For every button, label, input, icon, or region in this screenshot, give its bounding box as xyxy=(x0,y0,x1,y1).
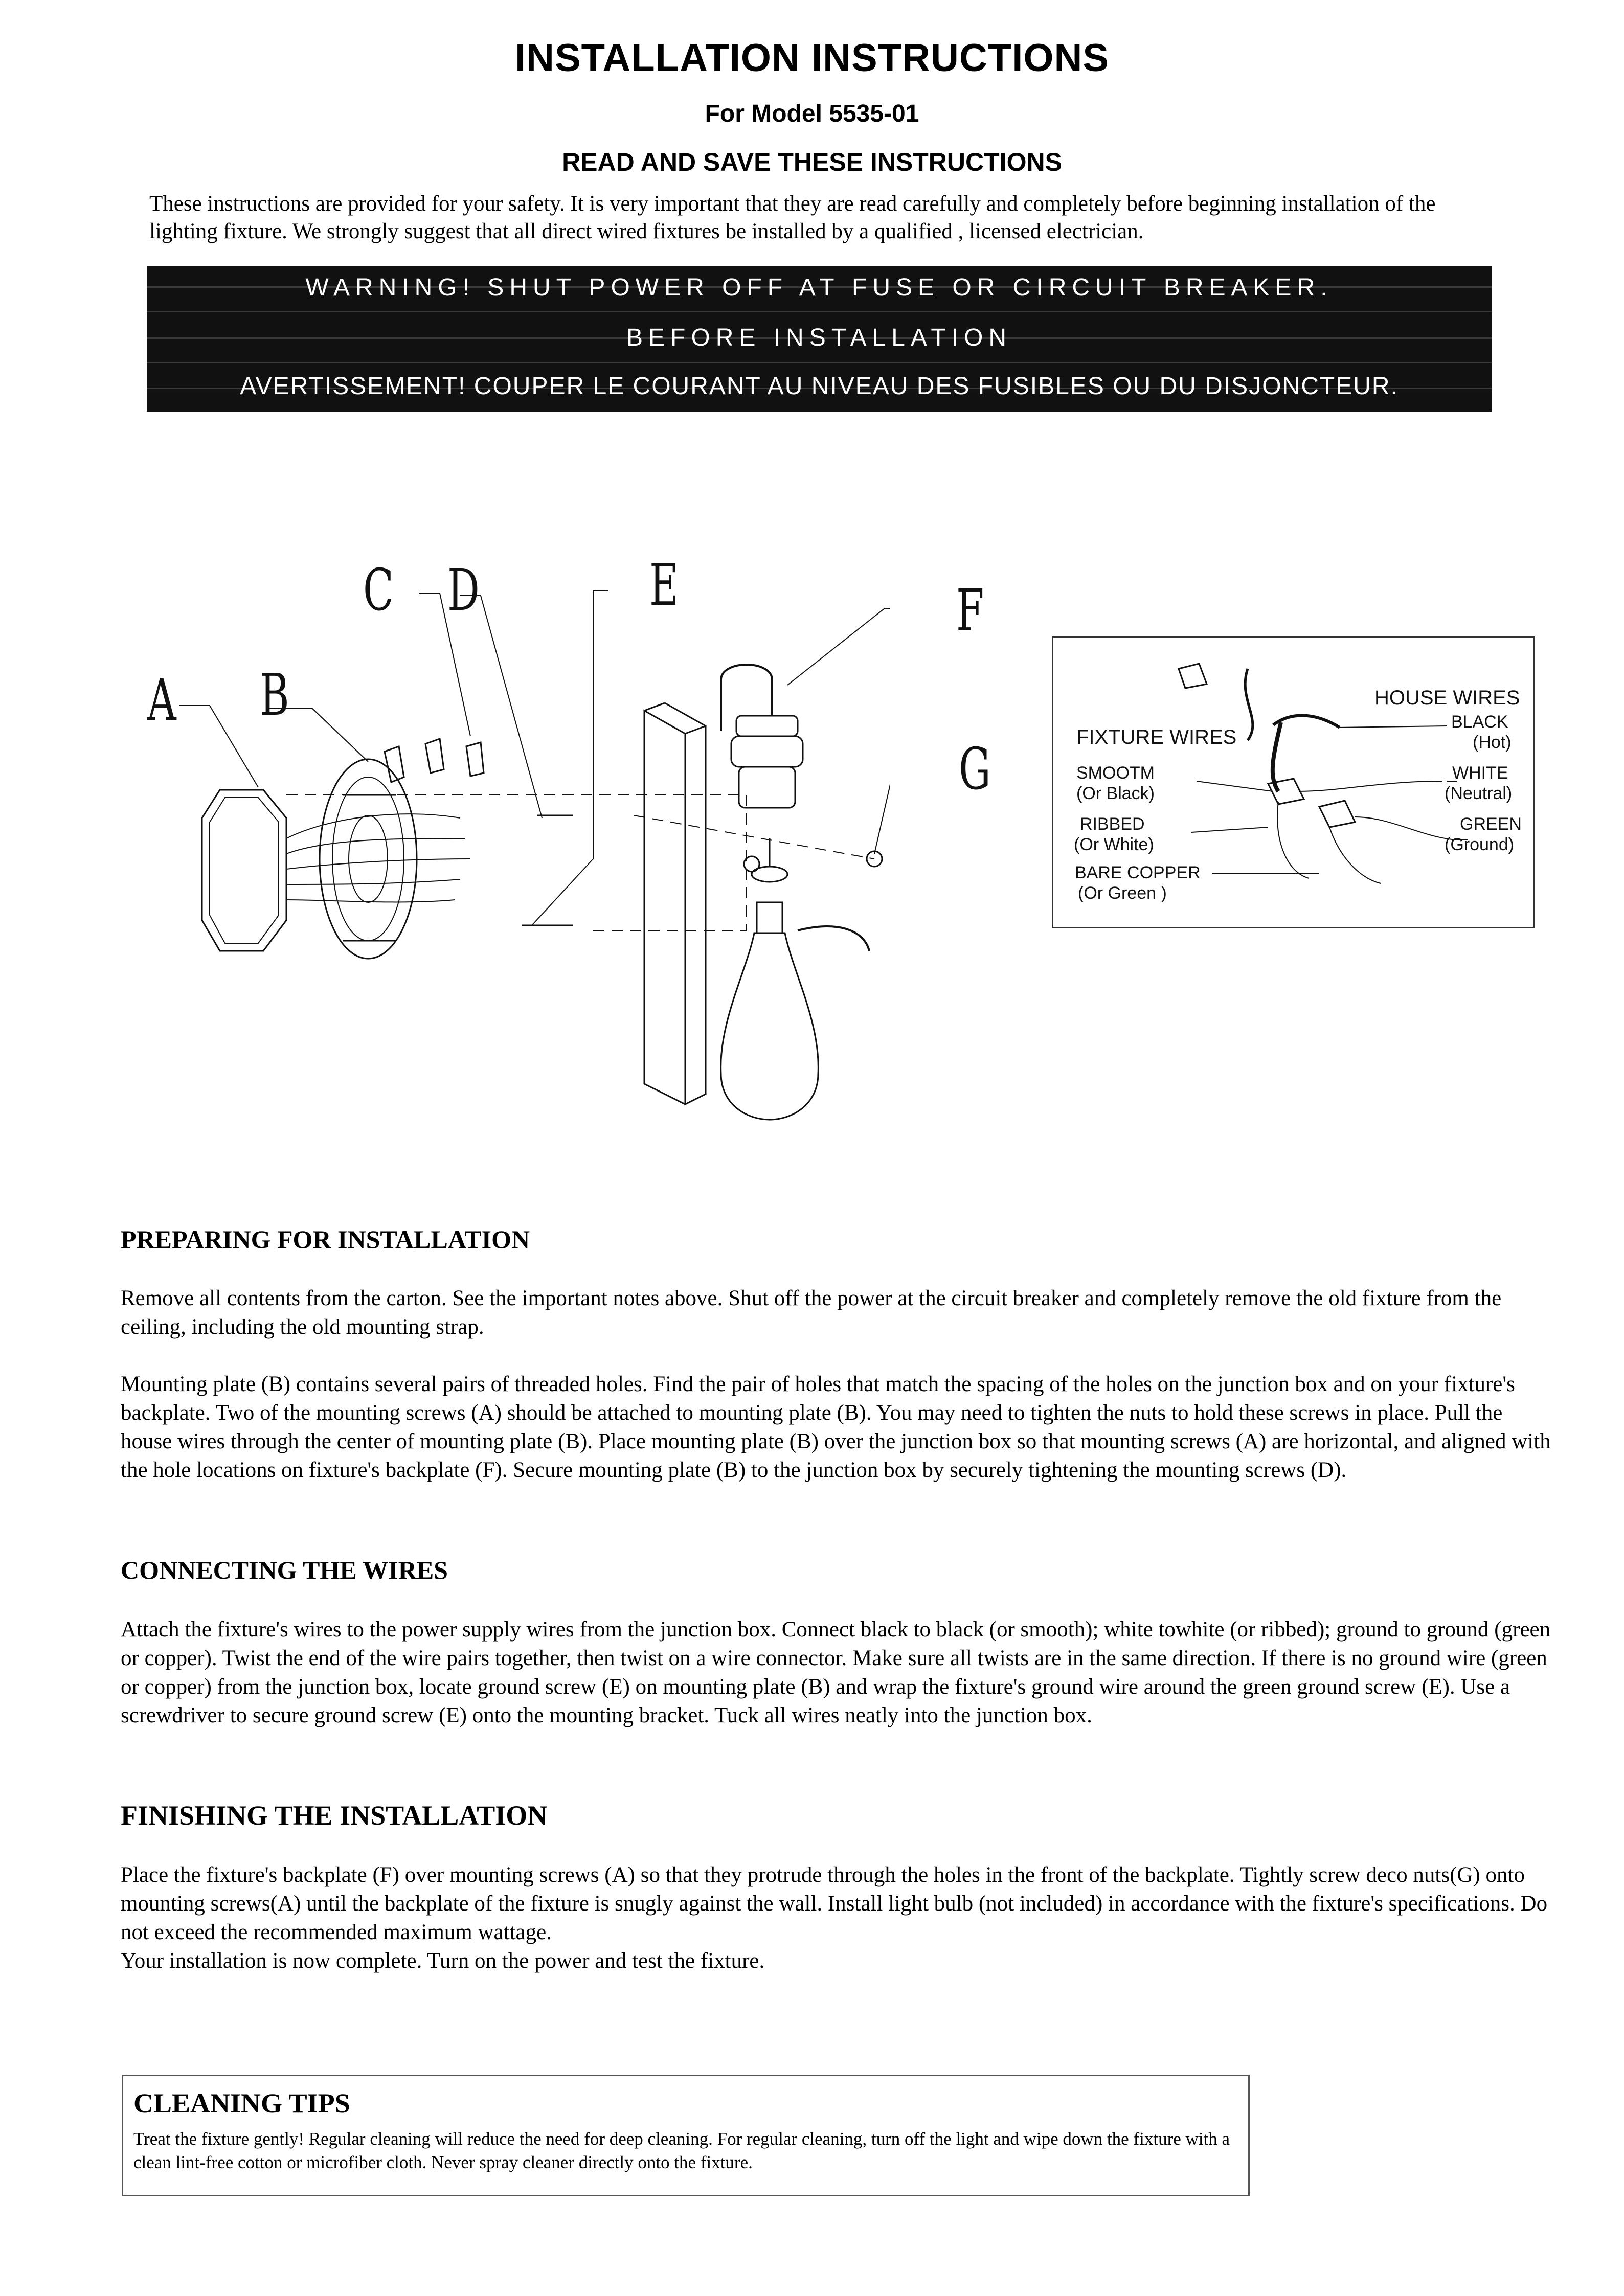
label-f: F xyxy=(956,578,984,644)
bare-copper-label: BARE COPPER xyxy=(1075,863,1201,882)
label-g: G xyxy=(959,736,991,803)
warning-line-2: BEFORE INSTALLATION xyxy=(626,324,1012,351)
installation-diagram xyxy=(133,532,890,1155)
white-label: WHITE xyxy=(1452,763,1508,783)
model-number: For Model 5535-01 xyxy=(705,100,919,127)
finishing-heading: FINISHING THE INSTALLATION xyxy=(121,1800,548,1831)
preparing-heading: PREPARING FOR INSTALLATION xyxy=(121,1225,530,1254)
backplate xyxy=(644,711,685,1104)
black-label: BLACK xyxy=(1451,712,1508,732)
or-green-label: (Or Green ) xyxy=(1078,883,1167,903)
intro-paragraph: These instructions are provided for your safety. It is very important that they are read carefully and completely before beginning installation of the lighting fixture. We strongly suggest that all direct wired fixtures be installed by a qualified , licensed electrician. xyxy=(149,192,1436,243)
bulb xyxy=(721,933,819,1120)
warning-line-3: AVERTISSEMENT! COUPER LE COURANT AU NIVEAU DES FUSIBLES OU DU DISJONCTEUR. xyxy=(240,373,1399,400)
or-white-label: (Or White) xyxy=(1074,835,1154,854)
wiring-diagram xyxy=(1052,636,1535,928)
ground-label: (Ground) xyxy=(1445,835,1515,854)
cleaning-paragraph: Treat the fixture gently! Regular cleaning will reduce the need for deep cleaning. For regular cleaning, turn off the light and wipe down the fixture with a clean lint-free cotton or microfiber cloth. Never spray cleaner directly onto the fixture. xyxy=(133,2129,1230,2172)
hot-label: (Hot) xyxy=(1473,733,1512,752)
exploded-view-drawing xyxy=(133,532,890,1155)
page-title: INSTALLATION INSTRUCTIONS xyxy=(514,36,1110,80)
house-wires-label: HOUSE WIRES xyxy=(1374,687,1520,709)
cleaning-heading: CLEANING TIPS xyxy=(133,2088,350,2119)
warning-banner xyxy=(147,266,1492,412)
mounting-plate xyxy=(320,759,417,959)
cleaning-tips-box xyxy=(122,2075,1250,2196)
label-d: D xyxy=(447,557,480,624)
preparing-paragraph-2: Mounting plate (B) contains several pairs of threaded holes. Find the pair of holes that match the spacing of the holes on the junction box and on your fixture's backplate. Two of the mounting screws (A) should be attached to mounting plate (B). You may need to tighten the nuts to hold these screws in place. Pull the house wires through the center of mounting plate (B). Place mounting plate (B) over the junction box so that mounting screws (A) are horizontal, and aligned with the hole locations on fixture's backplate (F). Secure mounting plate (B) to the junction box by securely tightening the mounting screws (D). xyxy=(121,1372,1551,1482)
neutral-label: (Neutral) xyxy=(1445,784,1513,803)
label-e: E xyxy=(649,552,679,619)
connecting-heading: CONNECTING THE WIRES xyxy=(121,1556,448,1584)
read-save-heading: READ AND SAVE THESE INSTRUCTIONS xyxy=(562,148,1062,176)
fixture-wires-label: FIXTURE WIRES xyxy=(1076,726,1237,748)
label-b: B xyxy=(260,662,289,729)
ribbed-label: RIBBED xyxy=(1080,814,1145,834)
finishing-paragraph-1: Place the fixture's backplate (F) over mounting screws (A) so that they protrude through the holes in the front of the backplate. Tightly screw deco nuts(G) onto mounting screws(A) until the backplate of the fixture is snugly against the wall. Install light bulb (not included) in accordance with the fixture's specifications. Do not exceed the recommended maximum wattage. xyxy=(121,1863,1548,1944)
green-label: GREEN xyxy=(1460,814,1522,834)
connecting-paragraph: Attach the fixture's wires to the power supply wires from the junction box. Connect black to black (or smooth); white towhite (or ribbed); ground to ground (green or copper). Twist the end of the wire pairs together, then twist on a wire connector. Make sure all twists are in the same direction. If there is no ground wire (green or copper) from the junction box, locate ground screw (E) on mounting plate (B) and wrap the fixture's ground wire around the green ground screw (E). Use a screwdriver to secure ground screw (E) onto the mounting bracket. Tuck all wires neatly into the junction box. xyxy=(121,1618,1551,1727)
or-black-label: (Or Black) xyxy=(1076,784,1155,803)
label-c: C xyxy=(363,557,394,624)
label-a: A xyxy=(147,667,176,734)
preparing-paragraph-1: Remove all contents from the carton. See the important notes above. Shut off the power at the circuit breaker and completely remove the old fixture from the ceiling, including the old mounting strap. xyxy=(121,1286,1502,1339)
smooth-label: SMOOTM xyxy=(1076,763,1155,783)
warning-line-1: WARNING! SHUT POWER OFF AT FUSE OR CIRCUIT BREAKER. xyxy=(305,274,1333,301)
finishing-paragraph-2: Your installation is now complete. Turn on the power and test the fixture. xyxy=(121,1949,765,1973)
